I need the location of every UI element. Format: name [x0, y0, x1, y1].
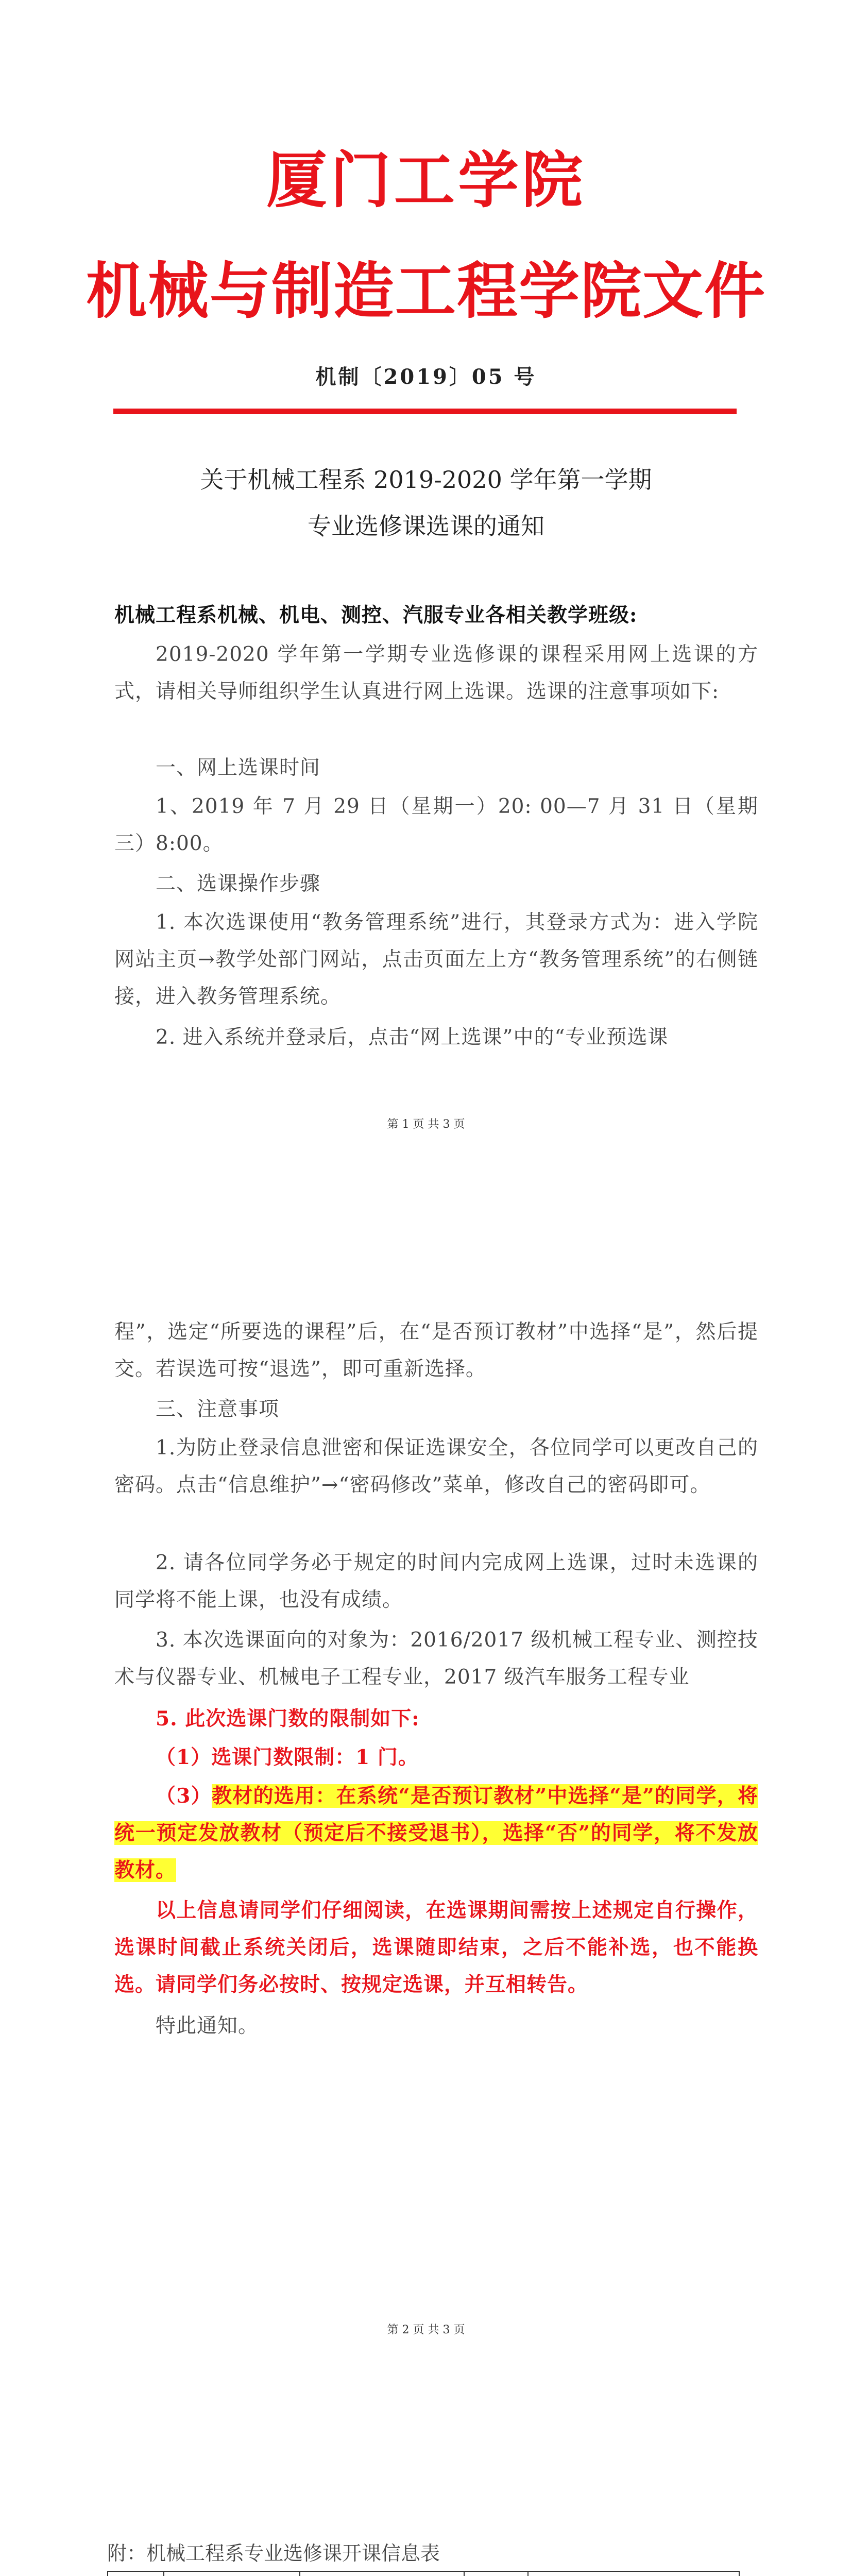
note5-item1: （1）选课门数限制：1 门。 [156, 1745, 419, 1769]
section2-title: 二、选课操作步骤 [156, 872, 321, 895]
doc-number: 机制〔2019〕05 号 [315, 365, 537, 389]
section1-title: 一、网上选课时间 [156, 756, 321, 779]
section1-body: 1、2019 年 7 月 29 日（星期一）20: 00—7 月 31 日（星期三）8:00。 [114, 795, 758, 855]
page-footer-2: 第 2 页 共 3 页 [387, 2324, 465, 2336]
table-header-row [108, 2571, 739, 2576]
note5-title: 5. 此次选课门数的限制如下: [156, 1707, 420, 1731]
page-footer-1: 第 1 页 共 3 页 [387, 1118, 465, 1131]
addressee: 机械工程系机械、机电、测控、汽服专业各相关教学班级: [114, 603, 638, 627]
note3-paragraph: 3. 本次选课面向的对象为：2016/2017 级机械工程专业、测控技术与仪器专业、机械电子工程专业，2017 级汽车服务工程专业 [114, 1629, 758, 1689]
column-header [108, 2571, 164, 2576]
closing-line: 特此通知。 [156, 2014, 259, 2038]
note5-item3 [114, 1777, 758, 1889]
step2-paragraph-continued: 程”，选定“所要选的课程”后，在“是否预订教材”中选择“是”，然后提交。若误选可按“退选”，即可重新选择。 [114, 1320, 758, 1381]
notice-title-line2: 专业选修课选课的通知 [308, 512, 544, 540]
column-header [164, 2571, 300, 2576]
note2-paragraph: 2. 请各位同学务必于规定的时间内完成网上选课，过时未选课的同学将不能上课，也没有成绩。 [114, 1551, 758, 1612]
warning-paragraph: 以上信息请同学们仔细阅读，在选课期间需按上述规定自行操作，选课时间截止系统关闭后，选课随即结束，之后不能补选，也不能换选。请同学们务必按时、按规定选课，并互相转告。 [114, 1899, 758, 1996]
note5-item3-highlight: 教材的选用：在系统“是否预订教材”中选择“是”的同学，将统一预定发放教材（预定后不接受退书），选择“否”的同学，将不发放教材。 [114, 1784, 758, 1882]
appendix-title: 附：机械工程系专业选修课开课信息表 [107, 2542, 440, 2565]
note5-item3-label: （3） [156, 1784, 212, 1808]
page-1 [0, 0, 852, 1200]
course-table [107, 2571, 740, 2576]
step2-paragraph-start: 2. 进入系统并登录后，点击“网上选课”中的“专业预选课 [156, 1026, 669, 1049]
org-name-line2: 机械与制造工程学院文件 [86, 255, 766, 327]
notice-title-line1: 关于机械工程系 2019-2020 学年第一学期 [200, 466, 652, 494]
intro-paragraph: 2019-2020 学年第一学期专业选修课的课程采用网上选课的方式，请相关导师组织学生认真进行网上选课。选课的注意事项如下: [114, 643, 758, 703]
note1-paragraph: 1.为防止登录信息泄密和保证选课安全，各位同学可以更改自己的密码。点击“信息维护”→“密码修改”菜单，修改自己的密码即可。 [114, 1436, 758, 1497]
column-header [528, 2571, 739, 2576]
section3-title: 三、注意事项 [156, 1398, 280, 1421]
column-header [300, 2571, 464, 2576]
step1-paragraph: 1. 本次选课使用“教务管理系统”进行，其登录方式为：进入学院网站主页→教学处部门网站，点击页面左上方“教务管理系统”的右侧链接，进入教务管理系统。 [114, 911, 758, 1008]
header-red-divider [113, 409, 737, 414]
org-name-line1: 厦门工学院 [266, 144, 586, 216]
column-header [464, 2571, 528, 2576]
